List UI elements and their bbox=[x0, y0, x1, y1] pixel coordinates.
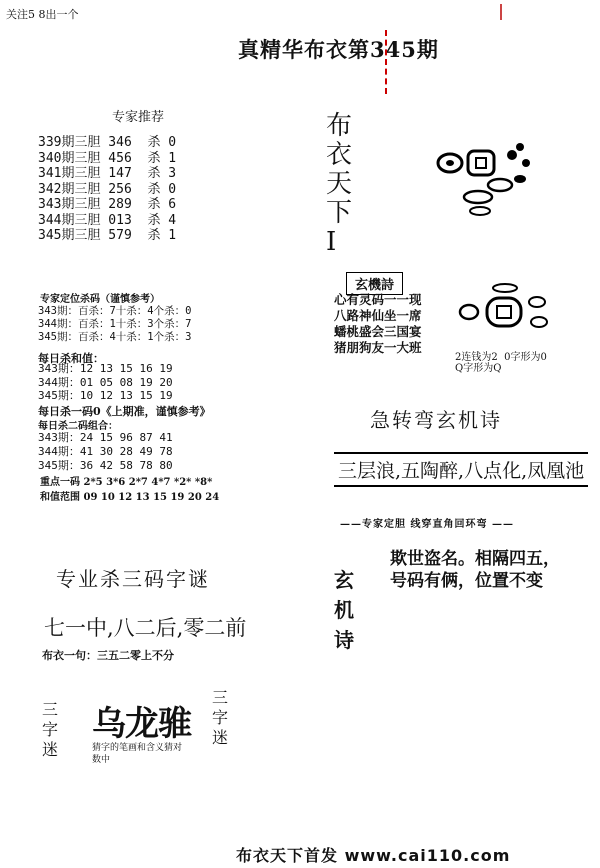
pick-row: 344期三胆 013 杀 4 bbox=[38, 212, 177, 228]
pick-row: 340期三胆 456 杀 1 bbox=[38, 150, 177, 166]
footer-site-line: 布衣天下首发 www.cai110.com bbox=[236, 846, 511, 865]
kill-row: 343期：百杀：7十杀：4个杀：0 bbox=[38, 305, 192, 317]
page-title: 真精华布衣第345期 bbox=[238, 37, 439, 62]
riddle-answer: 七一中,八二后,零二前 bbox=[44, 616, 247, 640]
pick-row: 345期三胆 579 杀 1 bbox=[38, 228, 177, 243]
position-kill-heading: 专家定位杀码（谨慎参考） bbox=[40, 294, 160, 305]
two-code-row: 343期：24 15 96 87 41 bbox=[38, 431, 173, 444]
position-kill-list bbox=[38, 305, 191, 344]
expert-recommend-heading: 专家推荐 bbox=[112, 110, 165, 125]
riddle-heading: 专业杀三码字谜 bbox=[56, 567, 210, 591]
xuanji-riddle-line: 号码有俩，位置不变 bbox=[390, 571, 543, 591]
xuanji-poem-heading: 玄機詩 bbox=[346, 272, 403, 295]
daily-sum-list bbox=[38, 362, 173, 403]
top-note: 关注5 8出一个 bbox=[6, 8, 79, 21]
xuanji-riddle bbox=[390, 548, 560, 592]
kill-row: 344期：百杀：1十杀：3个杀：7 bbox=[38, 318, 192, 330]
coin-hint-text bbox=[455, 352, 547, 374]
two-code-row: 345期：36 42 58 78 80 bbox=[38, 459, 173, 472]
daily-one-code-heading: 每日杀一码0《上期准，谨慎参考》 bbox=[38, 405, 211, 418]
red-dashed-line bbox=[385, 30, 389, 94]
xuanji-riddle-line: 欺世盗名。相隔四五， bbox=[390, 549, 560, 569]
coins-illustration-icon bbox=[430, 135, 550, 225]
two-code-row: 344期：41 30 28 49 78 bbox=[38, 445, 173, 458]
kill-row: 345期：百杀：4十杀：1个杀：3 bbox=[38, 331, 192, 343]
pick-row: 343期三胆 289 杀 6 bbox=[38, 197, 177, 212]
red-corner-mark bbox=[500, 4, 502, 20]
daily-sum-row: 343期：12 13 15 16 19 bbox=[38, 362, 173, 375]
brand-vertical-title: 布衣天下I bbox=[326, 111, 353, 257]
brain-teaser-line: 三层浪,五陶醉,八点化,凤凰池 bbox=[334, 452, 588, 487]
poem-line: 蟠桃盛会三国宴 bbox=[334, 324, 422, 339]
xuanji-vertical-label: 玄机诗 bbox=[334, 568, 354, 652]
poem-line: 心有灵码一一现 bbox=[334, 292, 422, 307]
brain-teaser-heading: 急转弯玄机诗 bbox=[370, 408, 502, 432]
two-code-heading: 每日杀二码组合： bbox=[38, 421, 118, 432]
coin-hint-line: Q字形为Q bbox=[455, 363, 502, 374]
picks-list bbox=[38, 135, 176, 244]
riddle-note: 猜字的笔画和含义猜对数中 bbox=[92, 743, 183, 765]
coin-hint-line: 2连钱为2 0字形为0 bbox=[455, 352, 547, 363]
expert-bankers-line: ——专家定胆 线穿直角回环弯 —— bbox=[340, 519, 514, 530]
pick-row: 339期三胆 346 杀 0 bbox=[38, 135, 177, 150]
one-sentence-hint: 布衣一句：三五二零上不分 bbox=[42, 649, 174, 662]
coin-riddle-illustration-icon bbox=[455, 280, 555, 350]
sum-range-line: 和值范围 09 10 12 13 15 19 20 24 bbox=[40, 492, 220, 503]
xuanji-poem bbox=[334, 292, 422, 356]
three-char-riddle-label-right: 三字迷 bbox=[212, 688, 229, 747]
poem-line: 猪朋狗友一大班 bbox=[334, 340, 422, 355]
three-char-riddle-label-left: 三字迷 bbox=[42, 700, 59, 759]
key-code-line: 重点一码 2*5 3*6 2*7 4*7 *2* *8* bbox=[40, 477, 213, 488]
pick-row: 341期三胆 147 杀 3 bbox=[38, 166, 177, 181]
daily-sum-row: 344期：01 05 08 19 20 bbox=[38, 375, 173, 389]
two-code-list bbox=[38, 431, 173, 473]
daily-sum-heading: 每日杀和值： bbox=[38, 352, 104, 365]
riddle-word: 乌龙骓 bbox=[92, 704, 191, 744]
pick-row: 342期三胆 256 杀 0 bbox=[38, 181, 177, 197]
daily-sum-row: 345期：10 12 13 15 19 bbox=[38, 389, 173, 402]
poem-line: 八路神仙坐一席 bbox=[334, 308, 422, 323]
